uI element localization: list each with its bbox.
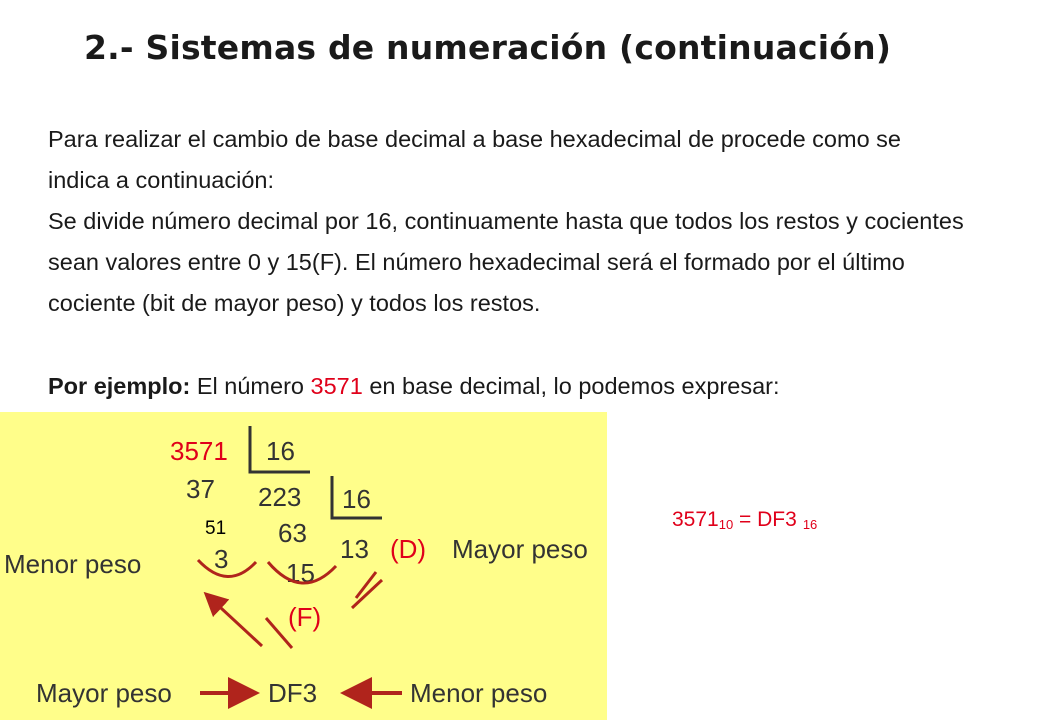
result-dft3-label: DF3: [268, 678, 318, 708]
example-text-before: El número: [190, 373, 311, 399]
menor-peso-left-label: Menor peso: [4, 549, 142, 579]
partial-63: 63: [278, 518, 307, 548]
mayor-peso-bottom-label: Mayor peso: [36, 678, 172, 708]
conversion-result: [672, 508, 817, 532]
slide-title: 2.- Sistemas de numeración (continuación): [84, 28, 892, 67]
division-diagram: [0, 412, 607, 720]
result-base-to: 16: [802, 517, 818, 532]
quotient-13: 13: [340, 534, 369, 564]
menor-peso-bottom-label: Menor peso: [410, 678, 548, 708]
result-hex: DF3: [757, 508, 797, 531]
mayor-peso-right-label: Mayor peso: [452, 534, 588, 564]
method-paragraph: Se divide número decimal por 16, continuamente hasta que todos los restos y cocientes sean valores entre 0 y 15(F). El número hexadecimal será el formado por el último cociente (bit de mayor peso) y todos los restos.: [48, 208, 964, 316]
divisor-16-second: 16: [342, 484, 371, 514]
dividend-3571: 3571: [170, 436, 228, 466]
example-text-after: en base decimal, lo podemos expresar:: [362, 373, 780, 399]
partial-37: 37: [186, 474, 215, 504]
quotient-223: 223: [258, 482, 302, 512]
example-lead: Por ejemplo:: [48, 373, 191, 399]
result-base-from: 10: [718, 517, 734, 532]
result-equals: =: [733, 508, 758, 531]
hex-d-label: (D): [390, 534, 427, 564]
remainder-3: 3: [214, 544, 229, 574]
result-number: 3571: [672, 508, 719, 531]
remainder-15: 15: [286, 558, 315, 588]
hex-f-label: (F): [288, 602, 322, 632]
example-number: 3571: [310, 373, 363, 399]
handwritten-51: 51: [205, 518, 227, 539]
intro-paragraph: Para realizar el cambio de base decimal a base hexadecimal de procede como se indica a continuación:: [48, 126, 901, 193]
division-diagram-svg: [0, 412, 607, 720]
divisor-16-first: 16: [266, 436, 295, 466]
example-paragraph: [48, 366, 1008, 407]
read-direction-arrow: [208, 596, 262, 646]
